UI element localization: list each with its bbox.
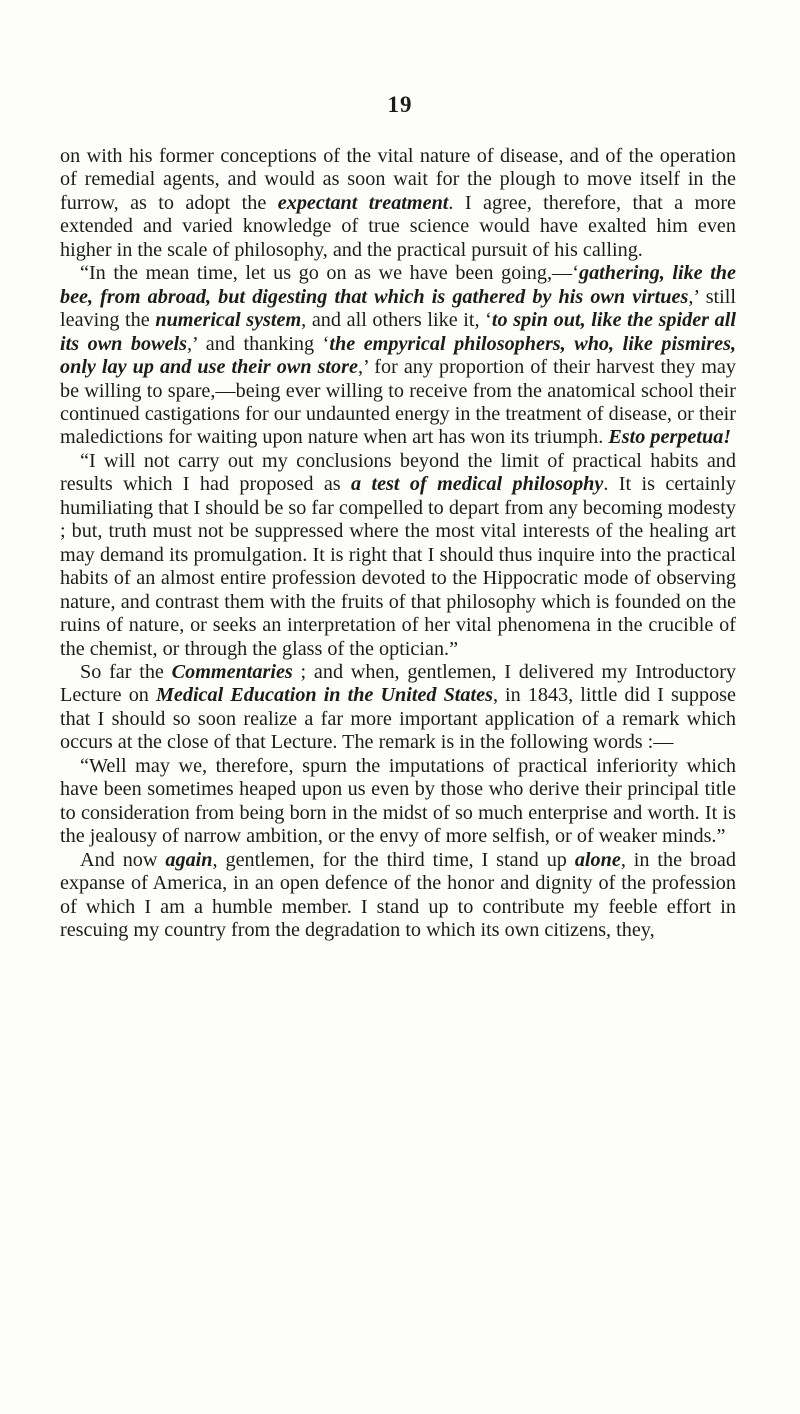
emphasized-text: to spin out, like the spider all its own bowels [60,309,736,355]
paragraph [60,145,736,262]
text-run: , and all others like it, ‘ [301,309,492,332]
text-run: , gentlemen, for the third time, I stand up [212,848,575,871]
emphasized-text: Medical Education in the United States [155,684,493,707]
emphasized-text: again [165,848,213,871]
body-text [60,145,736,942]
text-run: “In the mean time, let us go on as we have been going,—‘ [80,262,579,285]
text-run: on with his former conceptions of the vital nature of disease, and of the operation of remedial agents, and would as soon wait for the plough to move itself in the furrow, as to adopt the [60,145,736,214]
paragraph [60,450,736,661]
text-run: ,’ for any proportion of their harvest they may be willing to spare,—being ever willing to receive from the anatomical school their continued castigations for our undaunted energy in the treatment of disease, or their maledictions for waiting upon nature when art has won its triumph. [60,356,736,449]
text-run: . It is certainly humiliating that I should be so far compelled to depart from any becoming modesty ; but, truth must not be suppressed where the most vital interests of the healing art may demand its promulgation. It is right that I should thus inquire into the practical habits of an almost entire profession devoted to the Hippocratic mode of observing nature, and contrast them with the fruits of that philosophy which is founded on the ruins of nature, or seeks an interpretation of her vital phenomena in the crucible of the chemist, or through the glass of the optician.” [60,473,736,660]
text-run: , in 1843, little did I suppose that I should so soon realize a far more important application of a remark which occurs at the close of that Lecture. The remark is in the following words :— [60,684,737,754]
paragraph [60,755,736,849]
text-run: ; and when, gentlemen, I delivered my Introductory Lecture on [60,660,737,707]
text-run: . I agree, therefore, that a more extended and varied knowledge of true science would have exalted him even higher in the scale of philosophy, and the practical pursuit of his calling. [60,191,737,261]
emphasized-text: expectant treatment [277,191,449,214]
text-run: “Well may we, therefore, spurn the imputations of practical inferiority which have been sometimes heaped upon us even by those who derive their principal title to consideration from being born in the midst of so much enterprise and worth. It is the jealousy of narrow ambition, or the envy of more selfish, or of weaker minds.” [60,754,736,848]
page-number: 19 [387,92,413,117]
text-run: ,’ still leaving the [60,285,736,332]
emphasized-text: gathering, like the bee, from abroad, but digesting that which is gathered by his own virtues [60,262,736,308]
paragraph [60,849,736,943]
paragraph [60,661,736,755]
emphasized-text: Commentaries [171,660,293,683]
emphasized-text: alone [574,848,621,871]
emphasized-text: numerical system [155,309,302,332]
text-run: And now [80,848,166,871]
text-run: “I will not carry out my conclusions beyond the limit of practical habits and results which I had proposed as [60,449,736,496]
text-run: ,’ and thanking ‘ [187,332,330,355]
emphasized-text: Esto perpetua! [608,426,732,449]
emphasized-text: a test of medical philosophy [351,473,604,496]
text-run: So far the [80,660,172,683]
paragraph [60,262,736,450]
emphasized-text: the empyrical philosophers, who, like pismires, only lay up and use their own store [60,332,736,379]
text-run: , in the broad expanse of America, in an open defence of the honor and dignity of the profession of which I am a humble member. I stand up to contribute my feeble effort in rescuing my country from the degradation to which its own citizens, they, [60,848,736,941]
